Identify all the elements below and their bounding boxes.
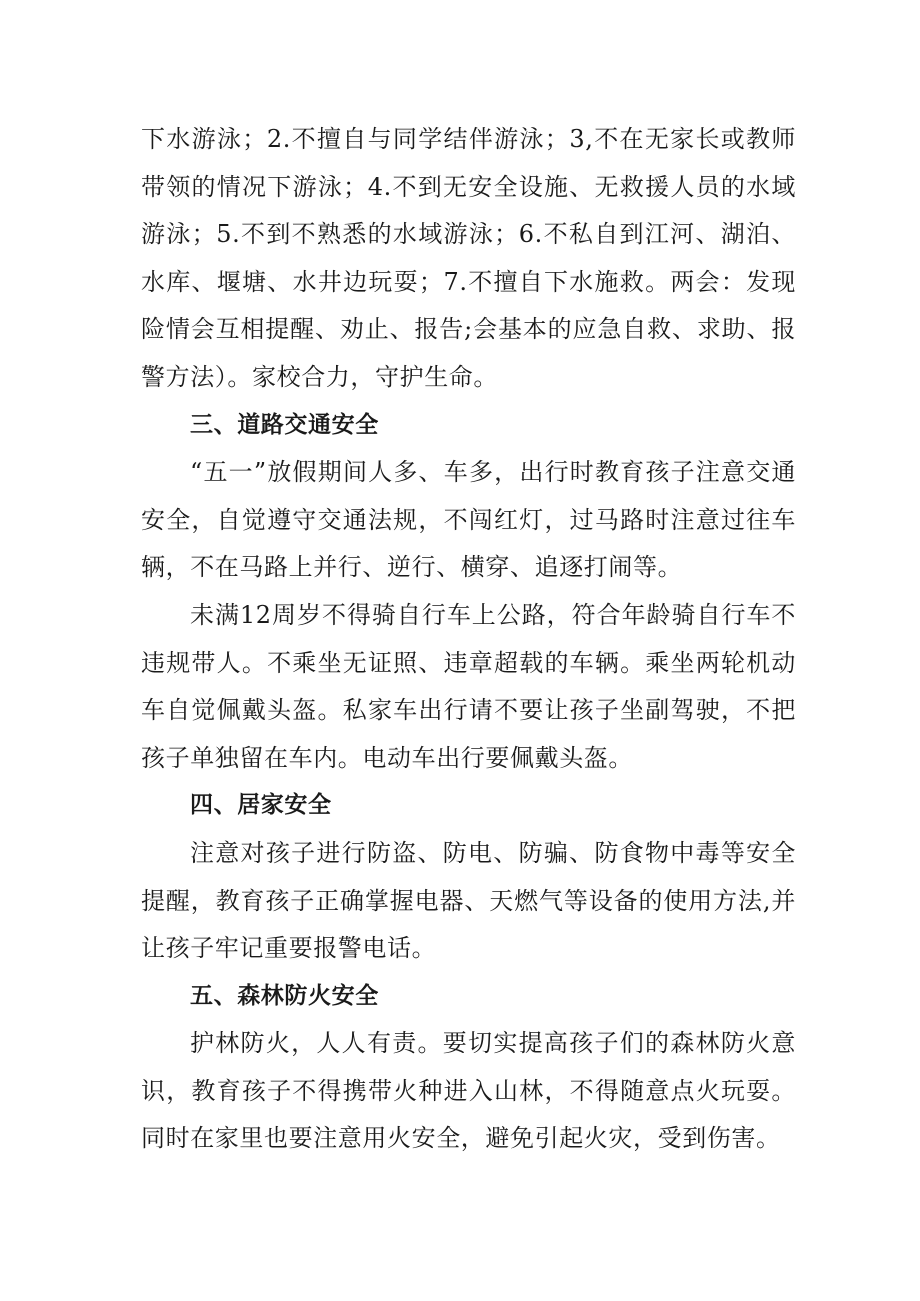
heading-road-traffic-safety: 三、道路交通安全: [190, 411, 379, 438]
paragraph-home-safety: 注意对孩子进行防盗、防电、防骗、防食物中毒等安全提醒，教育孩子正确掌握电器、天燃气等设备的使用方法,并让孩子牢记重要报警电话。: [141, 838, 796, 963]
heading-forest-fire-safety: 五、森林防火安全: [190, 982, 379, 1009]
paragraph-swimming-rules: 下水游泳；2.不擅自与同学结伴游泳；3,不在无家长或教师带领的情况下游泳；4.不到无安全设施、无救援人员的水域游泳；5.不到不熟悉的水域游泳；6.不私自到江河、湖泊、水库、堰塘、水井边玩耍；7.不擅自下水施救。两会：发现险情会互相提醒、劝止、报告;会基本的应急自救、求助、报警方法）。家校合力，守护生命。: [141, 125, 796, 391]
paragraph-traffic-holiday: “五一”放假期间人多、车多，出行时教育孩子注意交通安全，自觉遵守交通法规，不闯红灯，过马路时注意过往车辆，不在马路上并行、逆行、横穿、追逐打闹等。: [141, 458, 796, 582]
document-body: [141, 116, 796, 1163]
paragraph-traffic-rules: 未满12周岁不得骑自行车上公路，符合年龄骑自行车不违规带人。不乘坐无证照、违章超载的车辆。乘坐两轮机动车自觉佩戴头盔。私家车出行请不要让孩子坐副驾驶，不把孩子单独留在车内。电动车出行要佩戴头盔。: [141, 600, 796, 772]
paragraph-forest-fire: 护林防火，人人有责。要切实提高孩子们的森林防火意识，教育孩子不得携带火种进入山林，不得随意点火玩耍。同时在家里也要注意用火安全，避免引起火灾，受到伤害。: [141, 1029, 796, 1153]
heading-home-safety: 四、居家安全: [190, 792, 332, 819]
